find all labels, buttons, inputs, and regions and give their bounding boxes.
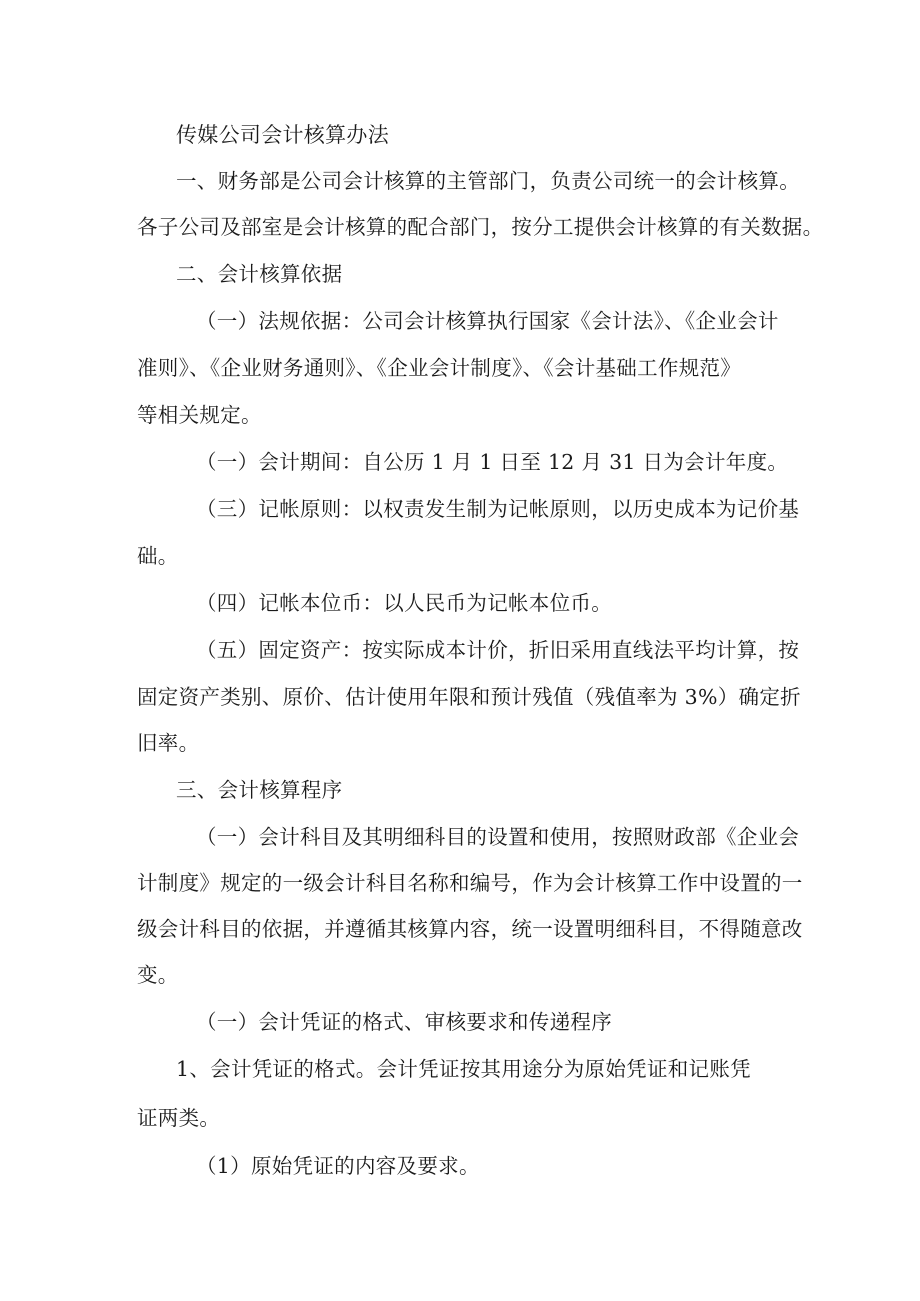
paragraph-line: 证两类。 [137, 1106, 221, 1130]
paragraph-line: （五）固定资产：按实际成本计价，折旧采用直线法平均计算，按 [196, 638, 800, 662]
paragraph-line: （一）会计凭证的格式、审核要求和传递程序 [196, 1010, 612, 1034]
paragraph-line: 计制度》规定的一级会计科目名称和编号，作为会计核算工作中设置的一 [137, 871, 803, 895]
document-title: 传媒公司会计核算办法 [176, 123, 389, 147]
paragraph-line: 变。 [137, 963, 179, 987]
section-heading: 二、会计核算依据 [176, 262, 343, 286]
paragraph-line: 固定资产类别、原价、估计使用年限和预计残值（残值率为 3%）确定折 [137, 685, 801, 709]
paragraph-line: 旧率。 [137, 731, 200, 755]
paragraph-line: 等相关规定。 [137, 403, 262, 427]
section-heading: 三、会计核算程序 [176, 778, 343, 802]
paragraph-line: （1）原始凭证的内容及要求。 [196, 1154, 480, 1178]
paragraph-line: 级会计科目的依据，并遵循其核算内容，统一设置明细科目，不得随意改 [137, 917, 803, 941]
paragraph-line: （三）记帐原则：以权责发生制为记帐原则，以历史成本为记价基 [196, 497, 800, 521]
paragraph-line: 准则》、《企业财务通则》、《企业会计制度》、《会计基础工作规范》 [137, 356, 742, 380]
paragraph-line: 各子公司及部室是会计核算的配合部门，按分工提供会计核算的有关数据。 [137, 215, 824, 239]
paragraph-line: 1、会计凭证的格式。会计凭证按其用途分为原始凭证和记账凭 [176, 1057, 751, 1081]
paragraph-line: 础。 [137, 544, 179, 568]
paragraph-line: （四）记帐本位币：以人民币为记帐本位币。 [196, 591, 612, 615]
paragraph-line: （一）会计科目及其明细科目的设置和使用，按照财政部《企业会 [196, 825, 800, 849]
paragraph-line: 一、财务部是公司会计核算的主管部门，负责公司统一的会计核算。 [176, 169, 800, 193]
paragraph-line: （一）法规依据：公司会计核算执行国家《会计法》、《企业会计 [196, 309, 779, 333]
paragraph-line: （一）会计期间：自公历 1 月 1 日至 12 月 31 日为会计年度。 [196, 450, 789, 474]
